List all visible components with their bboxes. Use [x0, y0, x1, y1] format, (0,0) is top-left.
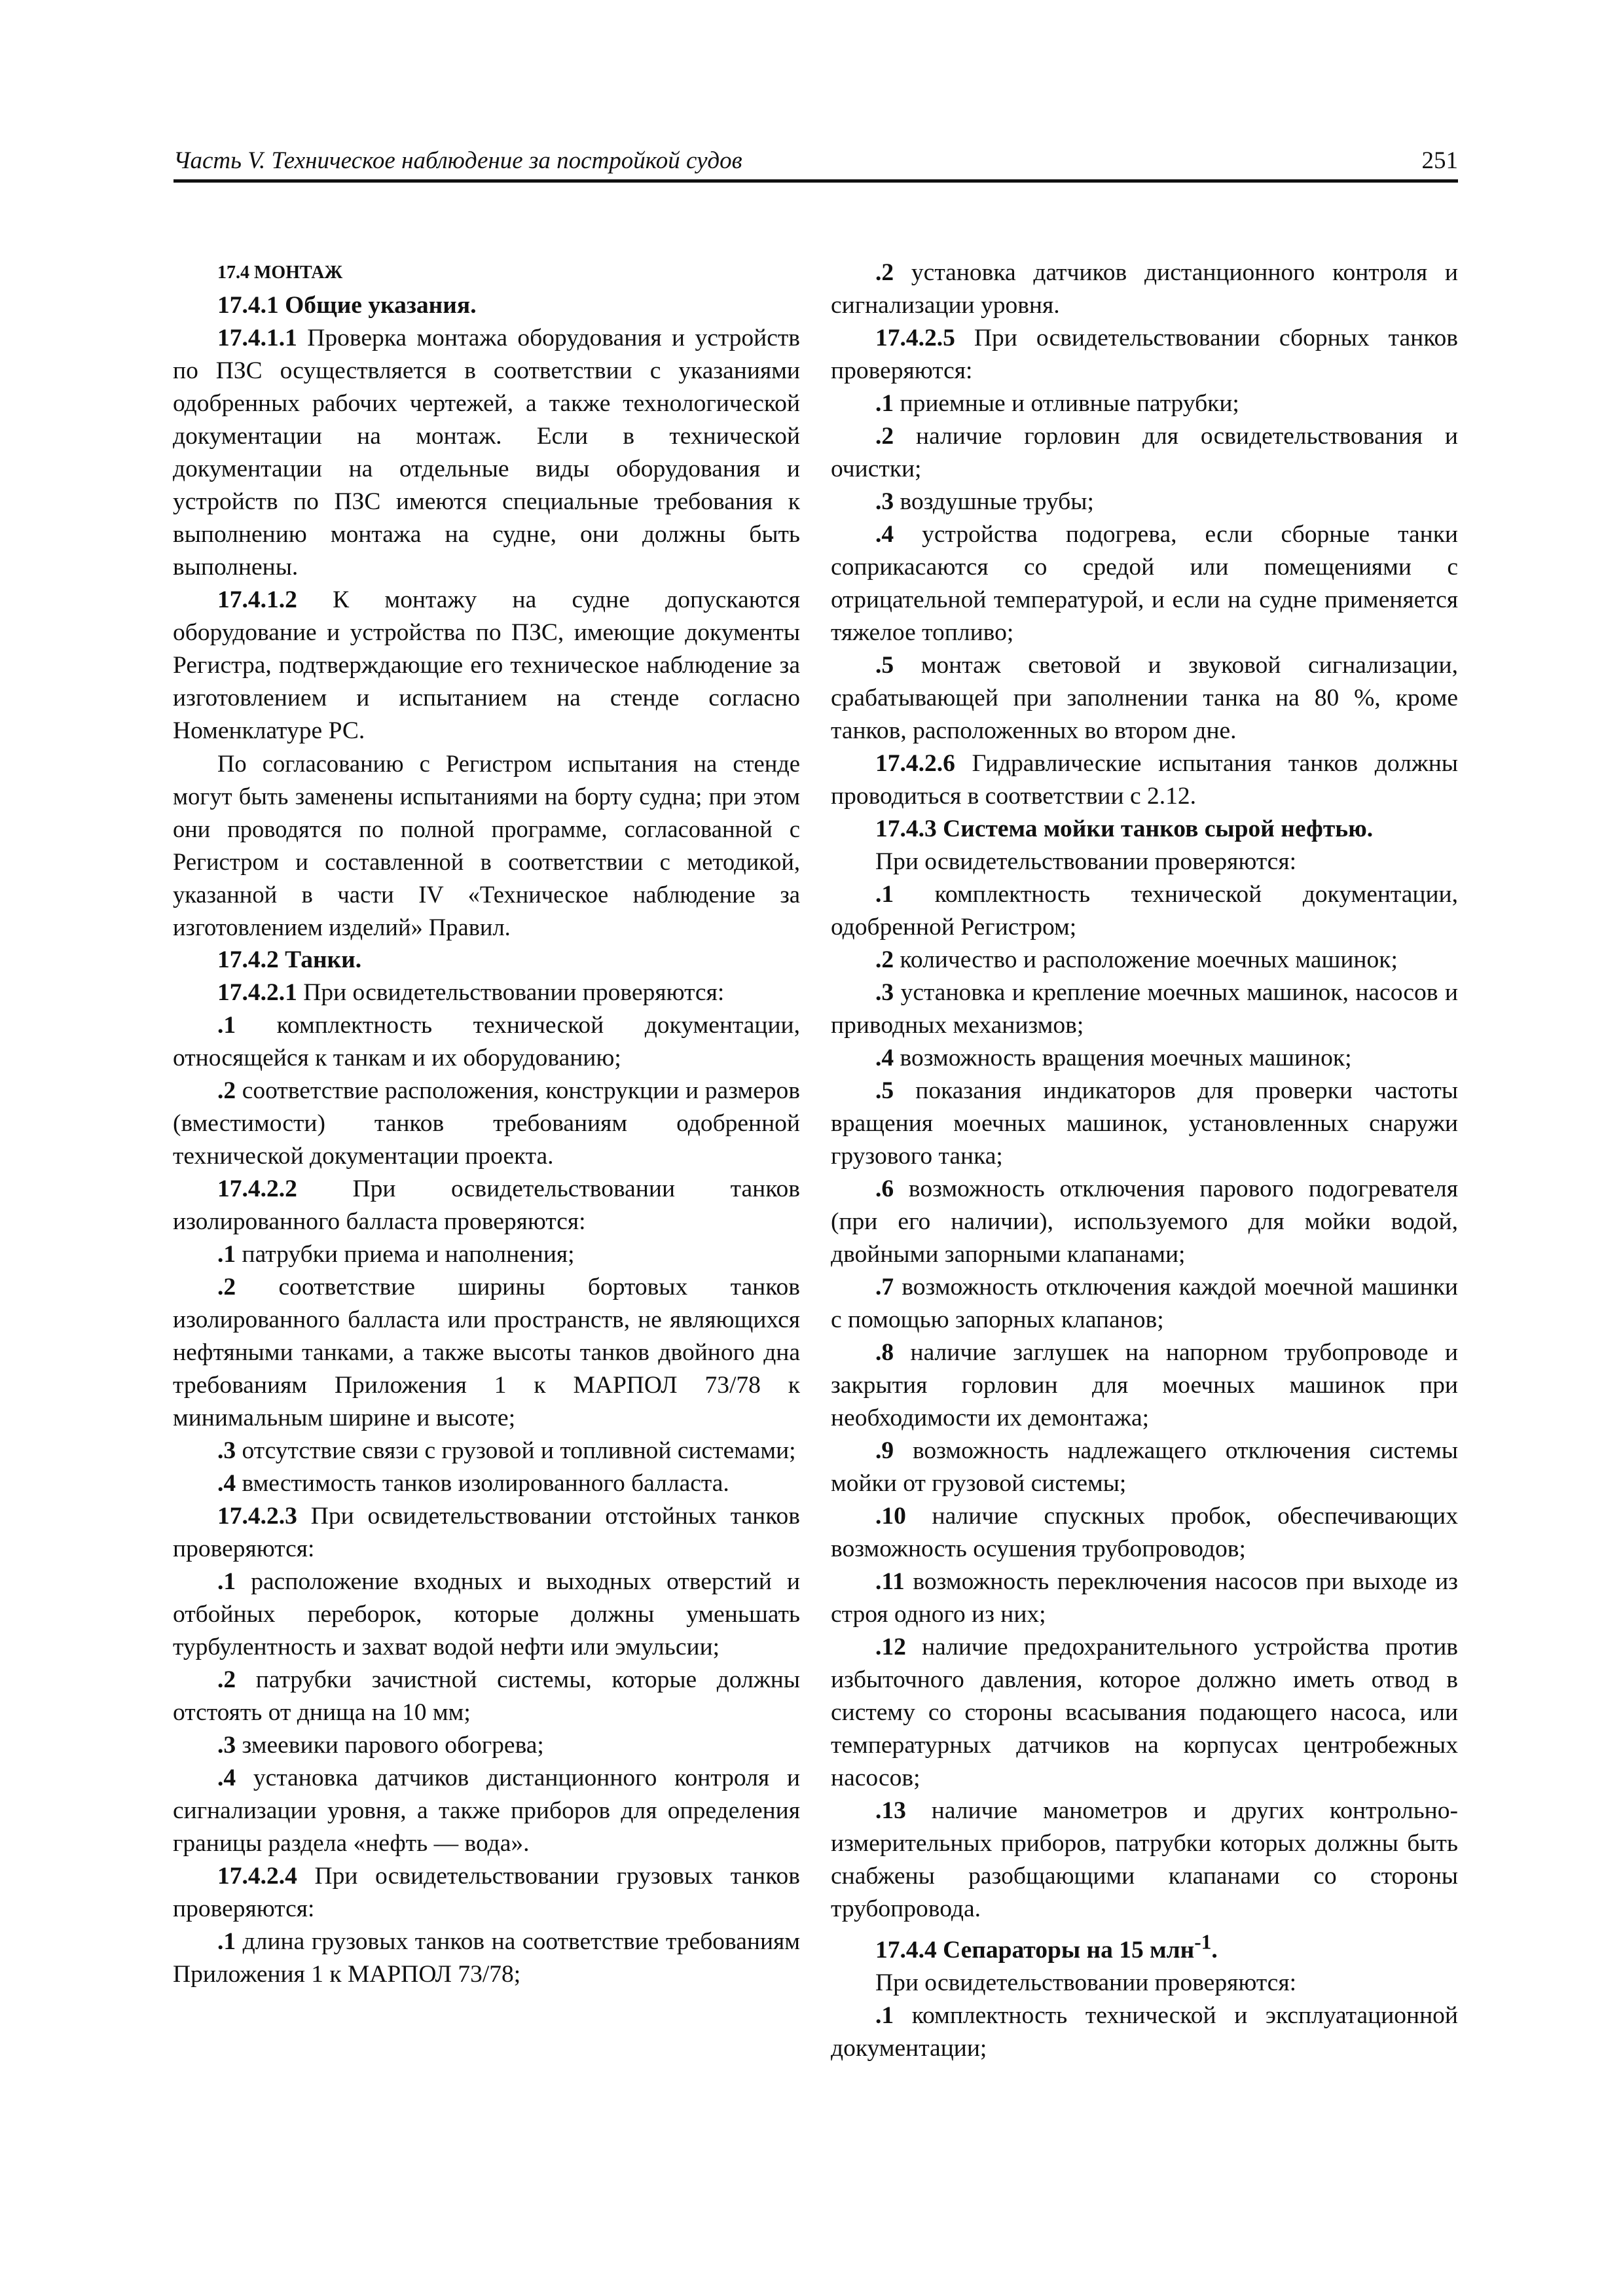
list-item — [831, 2000, 1458, 2065]
list-item — [173, 1926, 800, 1991]
item-number: .1 — [875, 2001, 894, 2029]
clause-number: 17.4.2.4 — [217, 1863, 297, 1890]
clause-number: 17.4.2.3 — [217, 1503, 297, 1530]
right-column — [831, 257, 1458, 2065]
list-item — [831, 518, 1458, 649]
heading-text: 17.4.2 Танки. — [217, 946, 362, 973]
item-number: .7 — [875, 1274, 894, 1300]
paragraph-17-4-2-6 — [831, 747, 1458, 813]
clause-text: При освидетельствовании отстойных танков проверяются: — [173, 1503, 800, 1562]
item-number: .1 — [217, 1928, 236, 1955]
item-text: патрубки зачистной системы, которые должны отстоять от днища на 10 мм; — [173, 1666, 800, 1726]
item-number: .3 — [875, 488, 894, 515]
list-item — [173, 1075, 800, 1173]
list-item — [831, 1075, 1458, 1173]
item-number: .3 — [217, 1437, 236, 1464]
heading-superscript: -1 — [1194, 1930, 1212, 1953]
clause-number: 17.4.2.2 — [217, 1175, 297, 1202]
heading-17-4-3 — [831, 813, 1458, 846]
item-text: комплектность технической документации, одобренной Регистром; — [831, 881, 1458, 941]
clause-text: К монтажу на судне допускаются оборудование и устройства по ПЗС, имеющие документы Регистра, подтверждающие его техническое наблюдение за изготовлением и испытанием на стенде согласно Номенклатуре РС. — [173, 586, 800, 744]
list-item — [831, 1795, 1458, 1926]
list-item — [831, 1271, 1458, 1336]
intro-text: При освидетельствовании проверяются: — [875, 1969, 1296, 1996]
item-text: расположение входных и выходных отверстий и отбойных переборок, которые должны уменьшать турбулентность и захват водой нефти или эмульсии; — [173, 1568, 800, 1660]
item-text: наличие предохранительного устройства против избыточного давления, которое должно иметь отвод в систему со стороны всасывания подающего насоса, или температурных датчиков на корпусах центробежных насосов; — [831, 1634, 1458, 1791]
paragraph-17-4-1-2 — [173, 584, 800, 747]
list-item — [831, 1566, 1458, 1631]
item-number: .4 — [217, 1470, 236, 1497]
item-text: воздушные трубы; — [894, 488, 1094, 515]
item-number: .2 — [217, 1077, 236, 1104]
list-item — [173, 1729, 800, 1762]
item-text: вместимость танков изолированного балласта. — [236, 1470, 729, 1497]
list-item — [831, 1336, 1458, 1435]
list-item — [831, 257, 1458, 322]
paragraph-17-4-2-3 — [173, 1500, 800, 1566]
item-text: возможность вращения моечных машинок; — [894, 1045, 1352, 1071]
item-number: .1 — [875, 881, 894, 908]
item-number: .5 — [875, 652, 894, 679]
item-number: .1 — [875, 390, 894, 417]
clause-number: 17.4.1.2 — [217, 586, 297, 613]
item-text: установка датчиков дистанционного контроля и сигнализации уровня, а также приборов для определения границы раздела «нефть — вода». — [173, 1765, 800, 1857]
clause-number: 17.4.2.6 — [875, 750, 955, 777]
item-text: возможность отключения каждой моечной машинки с помощью запорных клапанов; — [831, 1274, 1458, 1333]
clause-text: При освидетельствовании грузовых танков проверяются: — [173, 1863, 800, 1922]
item-text: приемные и отливные патрубки; — [894, 390, 1239, 417]
page-number: 251 — [1421, 147, 1458, 174]
list-item — [831, 420, 1458, 486]
list-item — [173, 1009, 800, 1075]
item-text: змеевики парового обогрева; — [236, 1732, 544, 1759]
item-number: .2 — [875, 946, 894, 973]
item-text: показания индикаторов для проверки частоты вращения моечных машинок, установленных снаружи грузового танка; — [831, 1077, 1458, 1170]
item-number: .1 — [217, 1241, 236, 1268]
item-number: .12 — [875, 1634, 906, 1660]
clause-number: 17.4.2.1 — [217, 979, 297, 1006]
item-number: .6 — [875, 1175, 894, 1202]
heading-17-4-1 — [173, 289, 800, 322]
item-text: наличие горловин для освидетельствования и очистки; — [831, 423, 1458, 482]
list-item — [831, 878, 1458, 944]
heading-period: . — [1211, 1936, 1218, 1964]
item-text: длина грузовых танков на соответствие требованиям Приложения 1 к МАРПОЛ 73/78; — [173, 1928, 800, 1988]
header-title: Часть V. Техническое наблюдение за постройкой судов — [173, 147, 742, 174]
item-text: возможность переключения насосов при выходе из строя одного из них; — [831, 1568, 1458, 1628]
list-item — [173, 1664, 800, 1729]
item-number: .3 — [217, 1732, 236, 1759]
item-text: соответствие расположения, конструкции и размеров (вместимости) танков требованиям одобренной технической документации проекта. — [173, 1077, 800, 1170]
list-item — [831, 486, 1458, 518]
list-item — [173, 1762, 800, 1860]
item-text: возможность отключения парового подогревателя (при его наличии), используемого для мойки водой, двойными запорными клапанами; — [831, 1175, 1458, 1268]
item-number: .4 — [875, 521, 894, 548]
list-item — [831, 1631, 1458, 1795]
clause-text: При освидетельствовании танков изолированного балласта проверяются: — [173, 1175, 800, 1235]
list-item — [831, 1435, 1458, 1500]
list-item — [831, 977, 1458, 1042]
heading-text — [875, 1930, 1218, 1964]
list-item — [173, 1271, 800, 1435]
left-column — [173, 257, 800, 1991]
item-number: .10 — [875, 1503, 906, 1530]
paragraph-17-4-2-4 — [173, 1860, 800, 1926]
heading-text: 17.4.3 Система мойки танков сырой нефтью. — [875, 816, 1374, 842]
item-text: патрубки приема и наполнения; — [236, 1241, 575, 1268]
paragraph-agreement: По согласованию с Регистром испытания на стенде могут быть заменены испытаниями на борту судна; при этом они проводятся по полной программе, согласованной с Регистром и составленной в соответствии с методикой, указанной в части IV «Техническое наблюдение за изготовлением изделий» Правил. — [173, 750, 800, 941]
paragraph-17-4-2-2 — [173, 1173, 800, 1238]
clause-text: Проверка монтажа оборудования и устройств по ПЗС осуществляется в соответствии с указаниями одобренных рабочих чертежей, а также технологической документации на монтаж. Если в технической документации на отдельные виды оборудования и устройств по ПЗС имеются специальные требования к выполнению монтажа на судне, они должны быть выполнены. — [173, 325, 800, 581]
paragraph-17-4-2-5 — [831, 322, 1458, 387]
item-text: комплектность технической и эксплуатационной документации; — [831, 2001, 1458, 2062]
item-text: отсутствие связи с грузовой и топливной системами; — [236, 1437, 796, 1464]
list-item — [831, 1042, 1458, 1075]
item-number: .3 — [875, 979, 894, 1006]
list-item — [831, 649, 1458, 747]
item-number: .2 — [875, 259, 894, 286]
heading-17-4-4 — [831, 1926, 1458, 1967]
section-title: 17.4 МОНТАЖ — [217, 262, 343, 283]
item-text: комплектность технической документации, относящейся к танкам и их оборудованию; — [173, 1012, 800, 1071]
heading-17-4-2 — [173, 944, 800, 977]
heading-main: 17.4.4 Сепараторы на 15 млн — [875, 1936, 1195, 1964]
item-number: .1 — [217, 1568, 236, 1595]
clause-text: При освидетельствовании проверяются: — [297, 979, 725, 1006]
item-text: наличие спускных пробок, обеспечивающих возможность осушения трубопроводов; — [831, 1503, 1458, 1562]
paragraph-17-4-1-1 — [173, 322, 800, 584]
item-text: наличие манометров и других контрольно-измерительных приборов, патрубки которых должны быть снабжены разобщающими клапанами со стороны трубопровода. — [831, 1797, 1458, 1922]
clause-text: Гидравлические испытания танков должны проводиться в соответствии с 2.12. — [831, 750, 1458, 810]
item-text: соответствие ширины бортовых танков изолированного балласта или пространств, не являющихся нефтяными танками, а также высоты танков двойного дна требованиям Приложения 1 к МАРПОЛ 73/78 к минимальным ширине и высоте; — [173, 1274, 800, 1431]
list-item — [831, 387, 1458, 420]
item-text: устройства подогрева, если сборные танки соприкасаются со средой или помещениями с отрицательной температурой, и если на судне применяется тяжелое топливо; — [831, 521, 1458, 646]
item-number: .11 — [875, 1568, 905, 1595]
item-number: .1 — [217, 1012, 236, 1039]
item-text: установка датчиков дистанционного контроля и сигнализации уровня. — [831, 259, 1458, 319]
list-item — [831, 944, 1458, 977]
item-number: .5 — [875, 1077, 894, 1104]
paragraph-17-4-2-1 — [173, 977, 800, 1009]
clause-number: 17.4.2.5 — [875, 325, 955, 351]
item-number: .13 — [875, 1797, 906, 1824]
item-number: .9 — [875, 1437, 894, 1464]
item-number: .2 — [217, 1666, 236, 1693]
item-number: .8 — [875, 1339, 894, 1366]
item-text: установка и крепление моечных машинок, насосов и приводных механизмов; — [831, 979, 1458, 1039]
item-number: .4 — [875, 1045, 894, 1071]
item-text: монтаж световой и звуковой сигнализации, срабатывающей при заполнении танка на 80 %, кроме танков, расположенных во втором дне. — [831, 652, 1458, 744]
list-item — [173, 1435, 800, 1467]
list-item — [831, 1173, 1458, 1271]
item-text: возможность надлежащего отключения системы мойки от грузовой системы; — [831, 1437, 1458, 1497]
item-number: .4 — [217, 1765, 236, 1791]
heading-text: 17.4.1 Общие указания. — [217, 292, 477, 319]
list-item — [173, 1467, 800, 1500]
clause-text: При освидетельствовании сборных танков проверяются: — [831, 325, 1458, 384]
intro-text: При освидетельствовании проверяются: — [875, 848, 1296, 875]
item-number: .2 — [217, 1274, 236, 1300]
list-item — [173, 1566, 800, 1664]
item-text: наличие заглушек на напорном трубопроводе и закрытия горловин для моечных машинок при необходимости их демонтажа; — [831, 1339, 1458, 1431]
list-item — [831, 1500, 1458, 1566]
running-header — [173, 145, 1458, 183]
clause-number: 17.4.1.1 — [217, 325, 297, 351]
list-item — [173, 1238, 800, 1271]
item-text: количество и расположение моечных машинок; — [894, 946, 1398, 973]
item-number: .2 — [875, 423, 894, 450]
